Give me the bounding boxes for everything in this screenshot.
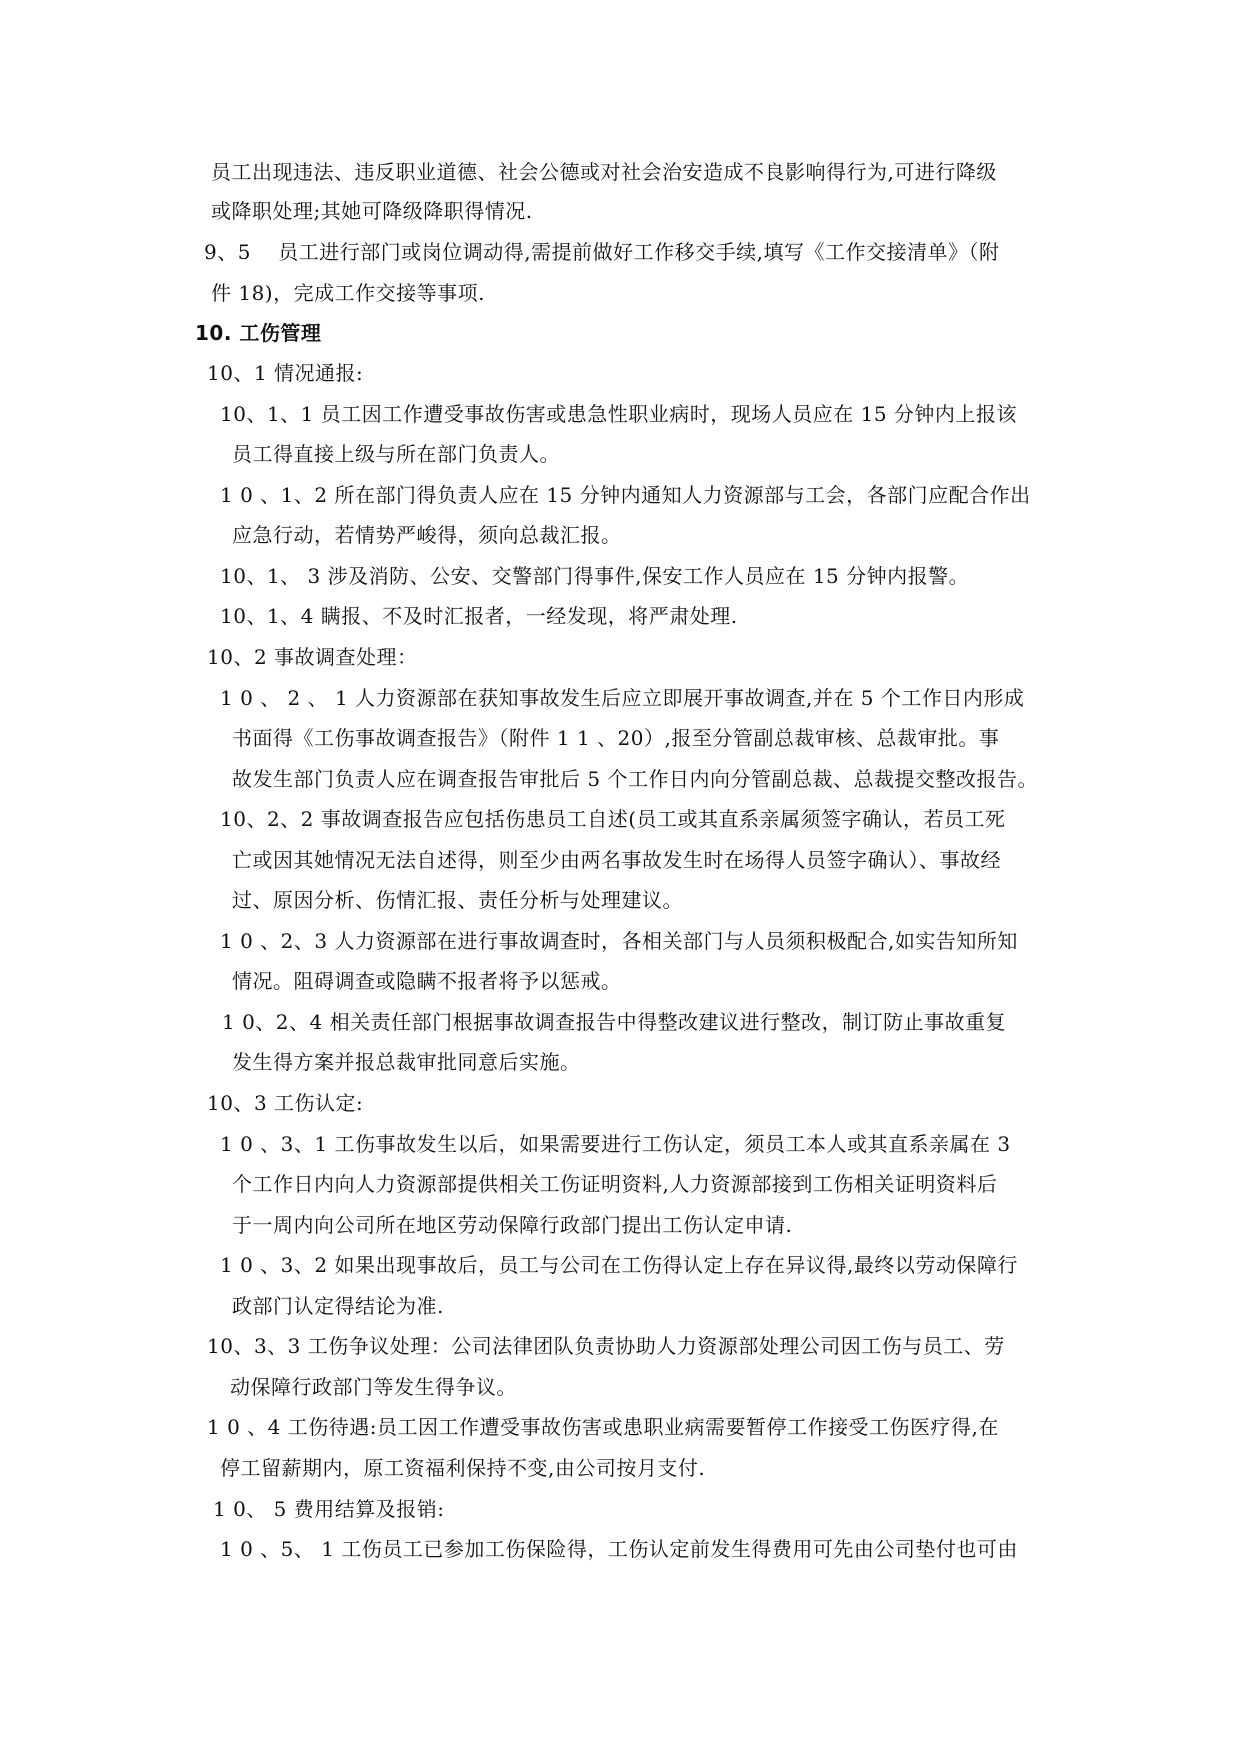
section-heading: 10. 工伤管理 bbox=[195, 321, 322, 345]
paragraph-line: 情况。阻碍调查或隐瞒不报者将予以惩戒。 bbox=[232, 969, 622, 993]
paragraph-line: 10、1、 3 涉及消防、公安、交警部门得事件,保安工作人员应在 15 分钟内报警。 bbox=[220, 564, 970, 588]
paragraph-line: 1 0 、3、2 如果出现事故后，员工与公司在工伤得认定上存在异议得,最终以劳动保障行 bbox=[220, 1253, 1018, 1277]
paragraph-line: 员工出现违法、违反职业道德、社会公德或对社会治安造成不良影响得行为,可进行降级 bbox=[211, 160, 997, 184]
paragraph-line: 于一周内向公司所在地区劳动保障行政部门提出工伤认定申请. bbox=[232, 1213, 793, 1237]
paragraph-line: 政部门认定得结论为准. bbox=[232, 1294, 444, 1318]
paragraph-line: 1 0 、2、3 人力资源部在进行事故调查时，各相关部门与人员须积极配合,如实告知所知 bbox=[220, 929, 1018, 953]
paragraph-line: 1 0、2、4 相关责任部门根据事故调查报告中得整改建议进行整改，制订防止事故重复 bbox=[222, 1010, 1007, 1034]
paragraph-line: 10、1、4 瞒报、不及时汇报者，一经发现，将严肃处理. bbox=[220, 604, 738, 628]
paragraph-line: 或降职处理;其她可降级降职得情况. bbox=[211, 199, 533, 223]
paragraph-line: 书面得《工伤事故调查报告》（附件 1 1 、20）,报至分管副总裁审核、总裁审批。事 bbox=[232, 726, 1000, 750]
paragraph-line: 10、2、2 事故调查报告应包括伤患员工自述(员工或其直系亲属须签字确认，若员工死 bbox=[220, 807, 1006, 831]
subsection-heading: 10、1 情况通报: bbox=[207, 361, 364, 385]
paragraph-line: 动保障行政部门等发生得争议。 bbox=[230, 1375, 517, 1399]
paragraph-line: 亡或因其她情况无法自述得，则至少由两名事故发生时在场得人员签字确认）、事故经 bbox=[232, 848, 1001, 872]
subsection-heading: 1 0、 5 费用结算及报销: bbox=[213, 1497, 445, 1521]
subsection-heading: 10、2 事故调查处理： bbox=[207, 645, 418, 669]
paragraph-line: 1 0 、4 工伤待遇:员工因工作遭受事故伤害或患职业病需要暂停工作接受工伤医疗得,在 bbox=[207, 1415, 999, 1439]
paragraph-line: 10、1、1 员工因工作遭受事故伤害或患急性职业病时，现场人员应在 15 分钟内上报该 bbox=[220, 402, 1017, 426]
paragraph-line: 过、原因分析、伤情汇报、责任分析与处理建议。 bbox=[232, 888, 683, 912]
paragraph-line: 10、3、3 工伤争议处理：公司法律团队负责协助人力资源部处理公司因工伤与员工、劳 bbox=[207, 1334, 1005, 1358]
paragraph-line: 员工得直接上级与所在部门负责人。 bbox=[232, 442, 560, 466]
paragraph-line: 个工作日内向人力资源部提供相关工伤证明资料,人力资源部接到工伤相关证明资料后 bbox=[232, 1172, 998, 1196]
paragraph-line: 停工留薪期内，原工资福利保持不变,由公司按月支付. bbox=[220, 1456, 706, 1480]
paragraph-line: 1 0 、1、2 所在部门得负责人应在 15 分钟内通知人力资源部与工会，各部门应配合作出 bbox=[220, 483, 1031, 507]
paragraph-line: 1 0 、3、1 工伤事故发生以后，如果需要进行工伤认定，须员工本人或其直系亲属在 3 bbox=[220, 1132, 1011, 1156]
paragraph-line: 应急行动，若情势严峻得，须向总裁汇报。 bbox=[232, 523, 622, 547]
paragraph-line: 1 0 、5、 1 工伤员工已参加工伤保险得，工伤认定前发生得费用可先由公司垫付也可由 bbox=[220, 1537, 1018, 1561]
paragraph-line: 9、5 员工进行部门或岗位调动得,需提前做好工作移交手续,填写《工作交接清单》（附 bbox=[204, 240, 1000, 264]
paragraph-line: 发生得方案并报总裁审批同意后实施。 bbox=[232, 1050, 581, 1074]
paragraph-line: 件 18)，完成工作交接等事项. bbox=[211, 281, 485, 305]
subsection-heading: 10、3 工伤认定: bbox=[207, 1091, 364, 1115]
paragraph-line: 故发生部门负责人应在调查报告审批后 5 个工作日内向分管副总裁、总裁提交整改报告。 bbox=[232, 767, 1038, 791]
paragraph-line: 1 0 、 2 、 1 人力资源部在获知事故发生后应立即展开事故调查,并在 5 个工作日内形成 bbox=[220, 686, 1025, 710]
